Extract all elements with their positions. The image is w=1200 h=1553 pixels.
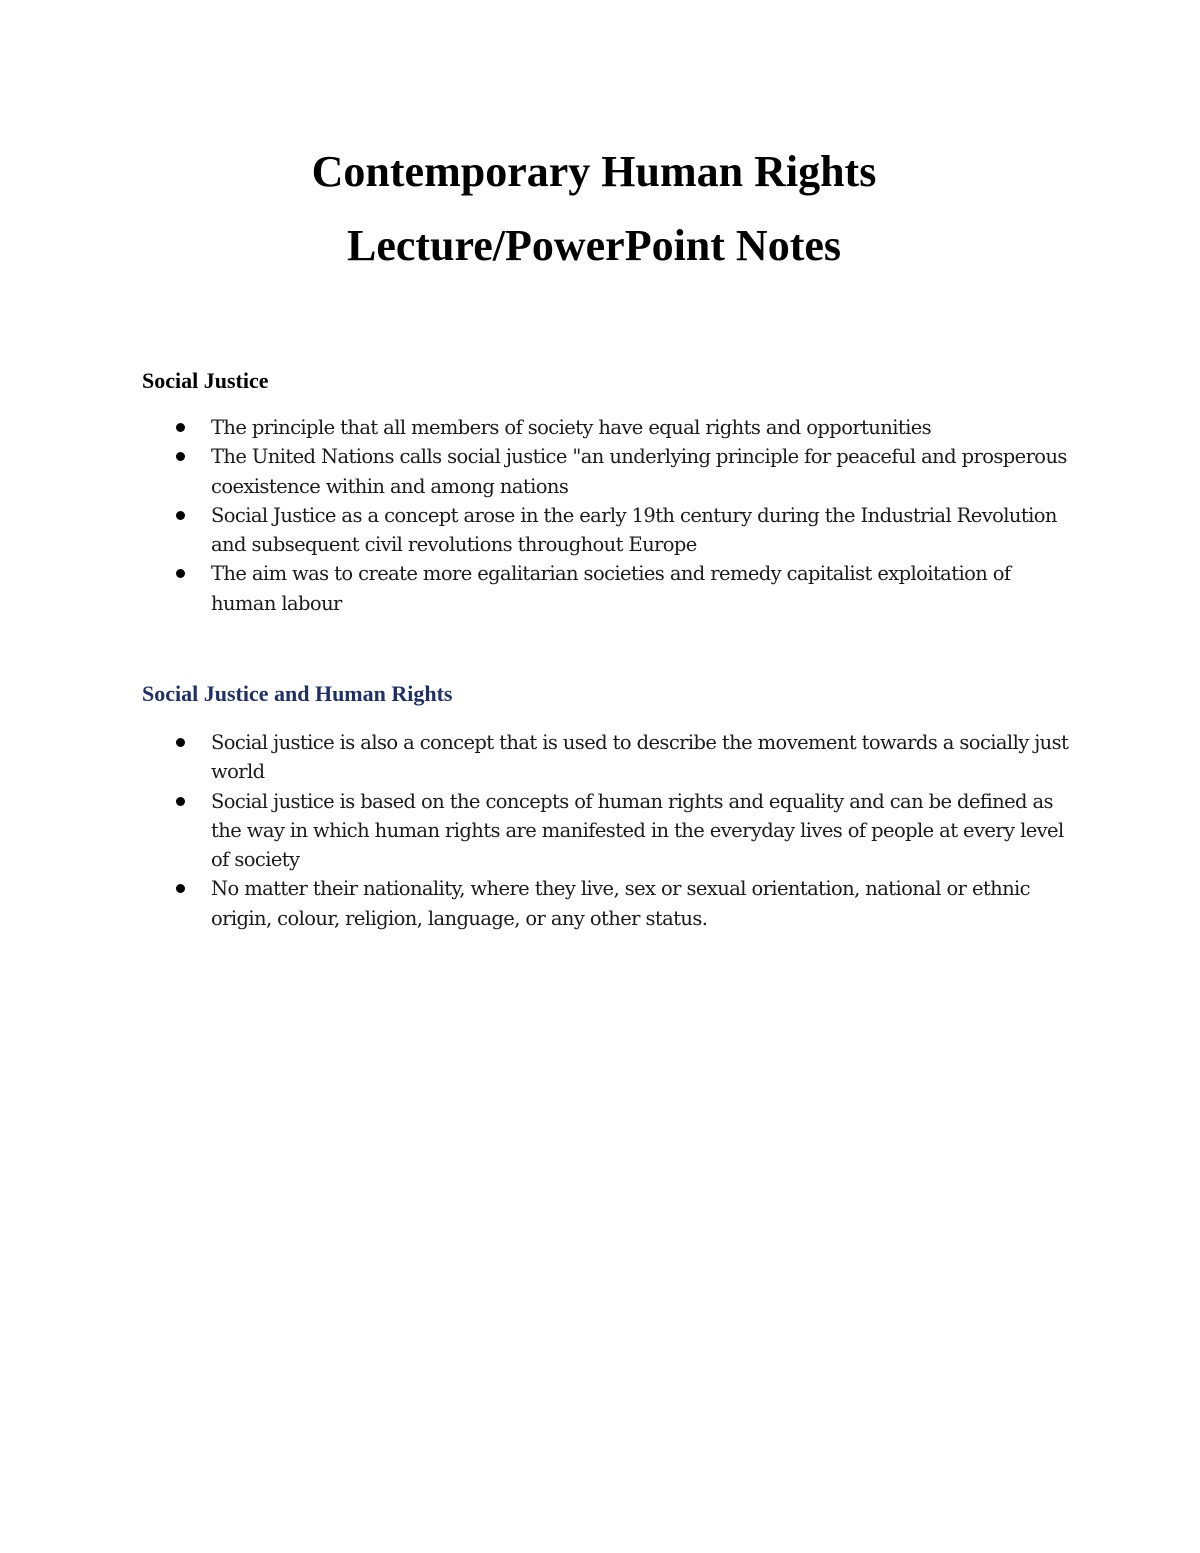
bullet-text: No matter their nationality, where they live, sex or sexual orientation, national or ethnic origin, colour, religion, language, or any other status. (211, 877, 1031, 930)
bullet-icon (176, 569, 185, 578)
bullet-list-social-justice (174, 413, 1074, 618)
bullet-icon (176, 452, 185, 461)
bullet-icon (176, 423, 185, 432)
bullet-icon (176, 884, 185, 893)
bullet-text: The aim was to create more egalitarian societies and remedy capitalist exploitation of human labour (211, 562, 1011, 615)
list-item (174, 874, 1074, 933)
section-heading-social-justice: Social Justice (142, 368, 269, 393)
list-item (174, 442, 1074, 501)
bullet-text: The United Nations calls social justice "an underlying principle for peaceful and prosperous coexistence within and among nations (211, 445, 1067, 498)
bullet-icon (176, 511, 185, 520)
list-item (174, 787, 1074, 875)
bullet-text: Social justice is also a concept that is used to describe the movement towards a socially just world (211, 731, 1069, 784)
list-item (174, 728, 1074, 787)
bullet-text: The principle that all members of society have equal rights and opportunities (211, 416, 932, 439)
list-item (174, 559, 1074, 618)
document-subtitle: Lecture/PowerPoint Notes (346, 221, 842, 270)
document-title: Contemporary Human Rights (311, 147, 877, 196)
section-heading-social-justice-human-rights: Social Justice and Human Rights (142, 681, 453, 706)
bullet-icon (176, 797, 185, 806)
bullet-list-social-justice-human-rights (174, 728, 1074, 933)
bullet-text: Social Justice as a concept arose in the early 19th century during the Industrial Revolution and subsequent civil revolutions throughout Europe (211, 503, 1057, 557)
list-item (174, 413, 1074, 442)
list-item (174, 501, 1074, 560)
bullet-text: Social justice is based on the concepts of human rights and equality and can be defined as the way in which human rights are manifested in the everyday lives of people at every level of society (211, 789, 1064, 872)
bullet-icon (176, 738, 185, 747)
